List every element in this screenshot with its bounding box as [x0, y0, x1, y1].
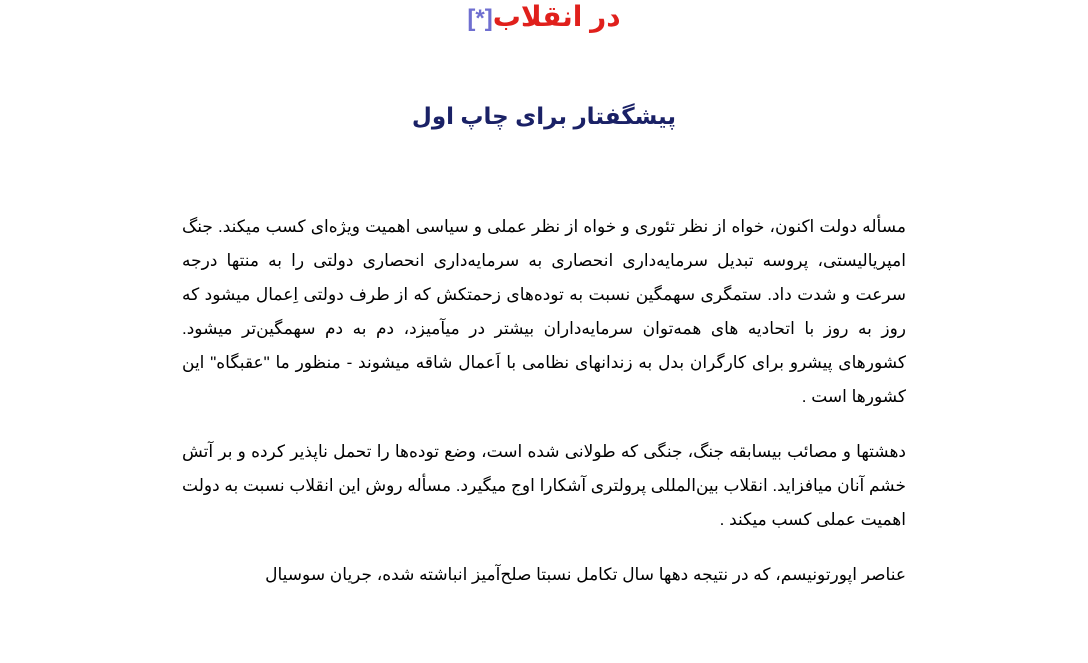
body-text	[182, 210, 906, 613]
footnote-link[interactable]: [*]	[467, 5, 493, 32]
chapter-title	[0, 0, 1088, 42]
section-title: پیشگفتار برای چاپ اول	[411, 103, 677, 129]
paragraph: عناصر اپورتونیسم، که در نتیجه دهها سال تکامل نسبتا صلح‌آمیز انباشته شده، جریان سوسیال	[265, 565, 906, 584]
chapter-title-text: در انقلاب	[492, 1, 621, 32]
paragraph: دهشتها و مصائب بیسابقه جنگ، جنگی که طولانی شده است، وضع توده‌ها را تحمل ناپذیر کرده و بر آتش خشم آنان میافزاید. انقلاب بین‌المللی پرولتری آشکارا اوج میگیرد. مسأله روش این انقلاب نسبت به دولت اهمیت عملی کسب میکند .	[182, 442, 906, 529]
paragraph: مسأله دولت اکنون، خواه از نظر تئوری و خواه از نظر عملی و سیاسی اهمیت ویژه‌ای کسب میکند. جنگ امپریالیستی، پروسه تبدیل سرمایه‌داری انحصاری به سرمایه‌داری انحصاری دولتی را به منتها درجه سرعت و شدت داد. ستمگری سهمگین نسبت به توده‌های زحمتکش که از طرف دولتی اِعمال میشود که روز به روز با اتحادیه های همه‌توان سرمایه‌داران بیشتر در میآمیزد، دم به دم سهمگین‌تر میشود. کشورهای پیشرو برای کارگران بدل به زندانهای نظامی با اَعمال شاقه میشوند - منظور ما "عقبگاه" این کشورها است .	[182, 217, 906, 406]
